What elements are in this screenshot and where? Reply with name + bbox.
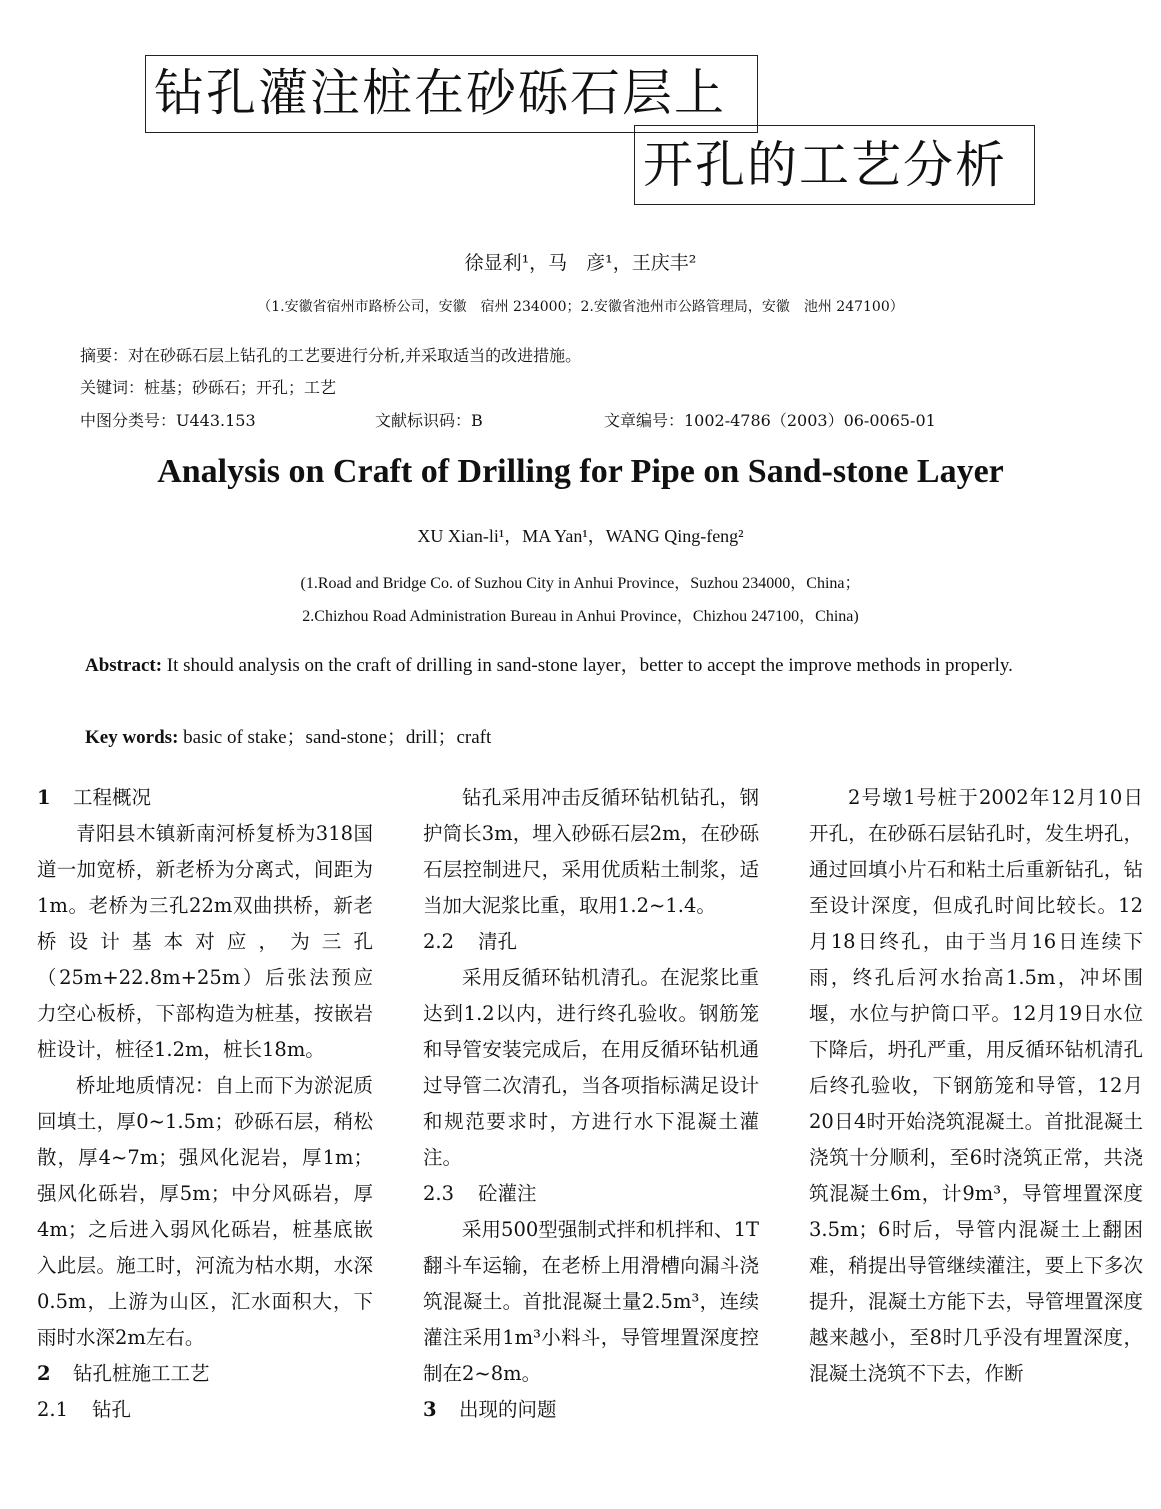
abstract-cn [80,343,581,366]
english-keywords [37,720,1143,756]
section-title: 清孔 [478,930,518,953]
english-keywords-label: Key words: [85,727,179,748]
paragraph: 青阳县木镇新南河桥复桥为318国道一加宽桥，新老桥为分离式，间距为1m。老桥为三孔22m双曲拱桥，新老桥设计基本对应，为三孔（25m+22.8m+25m）后张法预应力空心板桥，下部构造为桩基，按嵌岩桩设计，桩径1.2m，桩长18m。 [37,822,373,1061]
section-title: 钻孔桩施工工艺 [73,1362,210,1385]
section-title: 钻孔 [92,1398,132,1421]
keywords-cn-text: 桩基；砂砾石；开孔；工艺 [144,378,337,397]
abstract-cn-text: 对在砂砾石层上钻孔的工艺要进行分析,并采取适当的改进措施。 [128,346,582,365]
english-abstract [37,648,1143,684]
column-3 [809,780,1143,1392]
classification-clc: 中图分类号：U443.153 [80,411,256,430]
english-abstract-text: It should analysis on the craft of drilling in sand-stone layer，better to accept the improve methods in properly. [162,655,1013,676]
section-number: 3 [423,1398,437,1421]
section-number: 2.1 [37,1398,69,1421]
english-title: Analysis on Craft of Drilling for Pipe on Sand-stone Layer [157,453,1004,490]
section-heading-2-2 [423,924,759,960]
paragraph: 钻孔采用冲击反循环钻机钻孔，钢护筒长3m，埋入砂砾石层2m，在砂砾石层控制进尺，采用优质粘土制浆，适当加大泥浆比重，取用1.2~1.4。 [423,786,759,917]
section-heading-2-3 [423,1176,759,1212]
title-line1: 钻孔灌注桩在砂砾石层上 [145,55,758,133]
abstract-cn-label: 摘要： [80,346,129,365]
section-title: 出现的问题 [459,1398,557,1421]
section-heading-1 [37,780,373,816]
affiliations: （1.安徽省宿州市路桥公司，安徽 宿州 234000；2.安徽省池州市公路管理局，安徽 池州 247100） [257,299,904,315]
english-affiliation-2: 2.Chizhou Road Administration Bureau in Anhui Province，Chizhou 247100，China) [302,608,859,625]
title-line2: 开孔的工艺分析 [634,125,1035,205]
paragraph: 采用500型强制式拌和机拌和、1T翻斗车运输，在老桥上用滑槽向漏斗浇筑混凝土。首批混凝土量2.5m³，连续灌注采用1m³小料斗，导管埋置深度控制在2~8m。 [423,1218,759,1385]
keywords-cn [80,375,336,398]
section-heading-2 [37,1356,373,1392]
section-title: 砼灌注 [478,1182,537,1205]
english-affiliation-1: (1.Road and Bridge Co. of Suzhou City in Anhui Province，Suzhou 234000，China； [300,575,861,592]
classification-article-no: 文章编号：1002-4786（2003）06-0065-01 [604,411,936,430]
column-2 [423,780,759,1428]
paragraph: 桥址地质情况：自上而下为淤泥质回填土，厚0~1.5m；砂砾石层，稍松散，厚4~7m；强风化泥岩，厚1m；强风化砾岩，厚5m；中分风砾岩，厚4m；之后进入弱风化砾岩，桩基底嵌入此层。施工时，河流为枯水期，水深0.5m，上游为山区，汇水面积大，下雨时水深2m左右。 [37,1074,373,1349]
english-keywords-text: basic of stake；sand-stone；drill；craft [178,727,492,748]
paragraph: 2号墩1号桩于2002年12月10日开孔，在砂砾石层钻孔时，发生坍孔，通过回填小片石和粘土后重新钻孔，钻至设计深度，但成孔时间比较长。12月18日终孔，由于当月16日连续下雨，终孔后河水抬高1.5m，冲坏围堰，水位与护筒口平。12月19日水位下降后，坍孔严重，用反循环钻机清孔后终孔验收，下钢筋笼和导管，12月20日4时开始浇筑混凝土。首批混凝土浇筑十分顺利，至6时浇筑正常，共浇筑混凝土6m，计9m³，导管埋置深度3.5m；6时后，导管内混凝土上翻困难，稍提出导管继续灌注，要上下多次提升，混凝土方能下去，导管埋置深度越来越小，至8时几乎没有埋置深度，混凝土浇筑不下去，作断 [809,786,1143,1385]
english-abstract-label: Abstract: [85,655,163,676]
paragraph: 采用反循环钻机清孔。在泥浆比重达到1.2以内，进行终孔验收。钢筋笼和导管安装完成后，在用反循环钻机通过导管二次清孔，当各项指标满足设计和规范要求时，方进行水下混凝土灌注。 [423,966,759,1169]
section-number: 2.3 [423,1182,455,1205]
section-title: 工程概况 [73,786,152,809]
column-1 [37,780,373,1428]
section-heading-2-1 [37,1392,373,1428]
classification-doc-code: 文献标识码：B [375,411,483,430]
section-number: 2.2 [423,930,455,953]
section-number: 2 [37,1362,51,1385]
authors: 徐显利¹，马 彦¹，王庆丰² [464,252,697,274]
english-authors: XU Xian-li¹，MA Yan¹，WANG Qing-feng² [417,526,744,546]
keywords-cn-label: 关键词： [80,378,145,397]
section-number: 1 [37,786,51,809]
section-heading-3 [423,1392,759,1428]
